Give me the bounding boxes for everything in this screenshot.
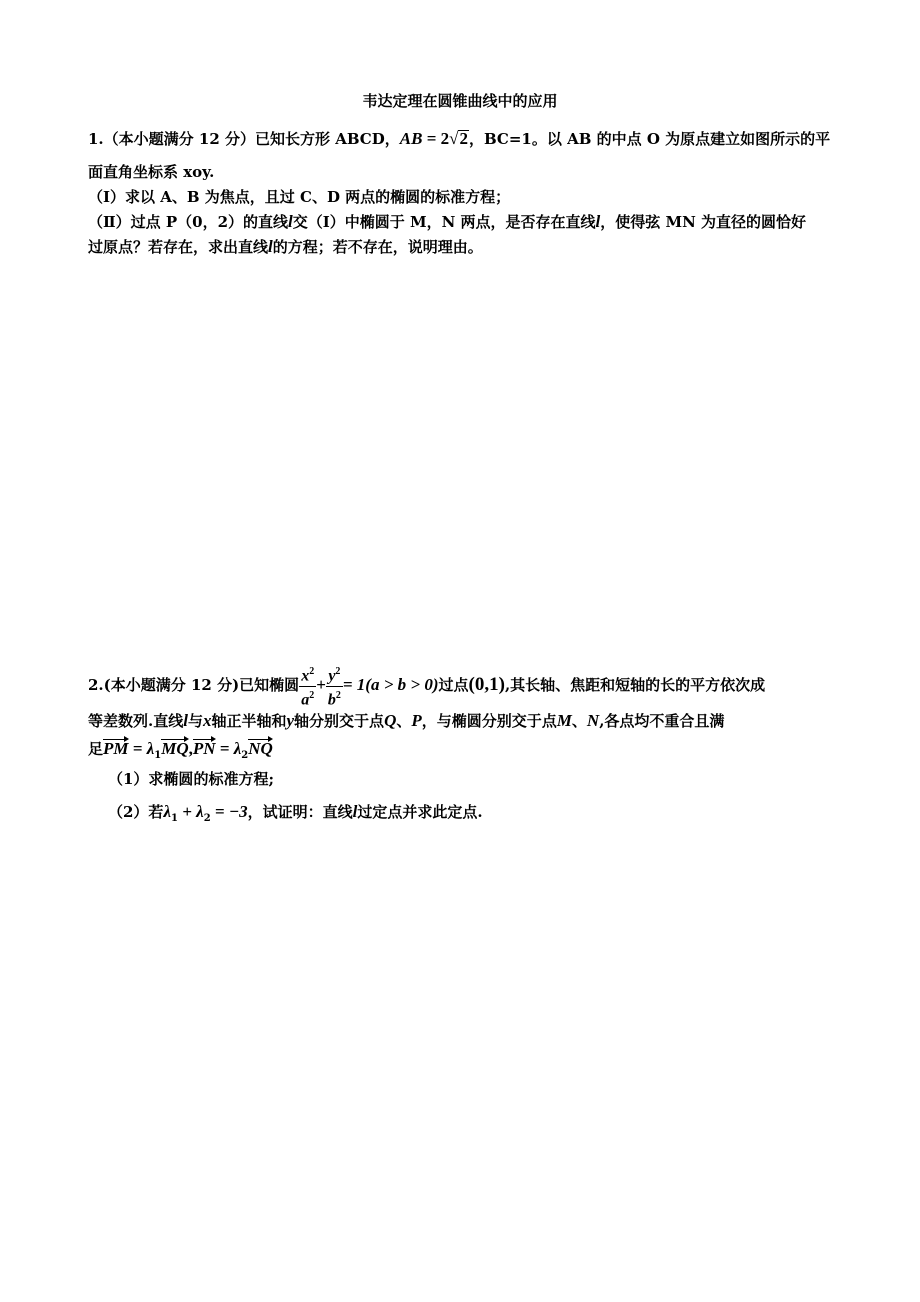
q2-frac-den: a bbox=[301, 690, 310, 708]
q2-x: x bbox=[202, 711, 212, 730]
q1-line-4 bbox=[88, 211, 833, 233]
q2-text: 轴分别交于点 bbox=[294, 712, 385, 730]
q2-vector-mq: MQ bbox=[161, 739, 189, 758]
q2-comma: , bbox=[188, 739, 193, 758]
q2-lambda: λ bbox=[163, 802, 171, 821]
q2-eq: = λ bbox=[128, 739, 155, 758]
q2-frac-den: b bbox=[327, 690, 336, 708]
q2-text: ,各点均不重合且满 bbox=[599, 712, 725, 730]
q1-line-2: 面直角坐标系 xoy. bbox=[88, 163, 215, 181]
q2-text: （2）若 bbox=[108, 803, 164, 821]
q2-part-1: （1）求椭圆的标准方程; bbox=[108, 770, 274, 788]
q2-plus: + bbox=[316, 675, 326, 694]
q1-line-l: l bbox=[595, 212, 601, 231]
q1-text: 的方程；若不存在，说明理由。 bbox=[272, 238, 483, 256]
q1-line-5 bbox=[88, 236, 833, 258]
q2-vector-pn: PN bbox=[192, 739, 216, 758]
q1-text: （Ⅱ）过点 P（0，2）的直线 bbox=[88, 213, 289, 231]
q2-text: ，试证明：直线 bbox=[247, 803, 353, 821]
q2-text: 过点 bbox=[438, 676, 469, 694]
q2-text: 2.(本小题满分 12 分)已知椭圆 bbox=[88, 676, 300, 694]
q2-frac-num: x bbox=[301, 667, 310, 685]
q2-fraction-x: $\frac{x^2}{a^2}$ bbox=[299, 663, 316, 709]
q1-text: 交（Ⅰ）中椭圆于 M，N 两点，是否存在直线 bbox=[292, 213, 596, 231]
q2-line-1 bbox=[88, 662, 833, 708]
q1-text: ，BC=1。以 AB 的中点 O 为原点建立如图所示的平 bbox=[468, 130, 831, 148]
q2-point-n: N bbox=[586, 711, 600, 730]
q2-point-p: P bbox=[411, 711, 422, 730]
q1-ab-eq: = 2 bbox=[422, 129, 450, 148]
q2-part-2: （2）若$\lambda_1 + \lambda_2 = -3$，试证明：直线l过定点并求此定点. bbox=[108, 802, 483, 824]
q2-fraction-y: $\frac{y^2}{b^2}$ bbox=[326, 663, 343, 709]
q1-ab-radicand: 2 bbox=[459, 129, 468, 148]
q2-eq: = λ bbox=[215, 739, 242, 758]
q2-lambda-rhs: = −3 bbox=[210, 802, 248, 821]
q2-vector-pm: PM bbox=[103, 739, 129, 758]
q2-point-m: M bbox=[556, 711, 572, 730]
q2-line-3 bbox=[88, 738, 833, 767]
q2-text: 足 bbox=[88, 740, 104, 758]
q2-sub: 1 bbox=[154, 750, 162, 761]
q1-line-3: （Ⅰ）求以 A、B 为焦点，且过 C、D 两点的椭圆的标准方程； bbox=[88, 188, 511, 206]
q2-point: (0,1) bbox=[468, 674, 505, 695]
page-title: 韦达定理在圆锥曲线中的应用 bbox=[362, 92, 558, 110]
q1-line-l: l bbox=[288, 212, 293, 231]
q2-sub: 2 bbox=[241, 750, 249, 761]
q2-sep: 、 bbox=[396, 712, 412, 730]
q2-text: ，与椭圆分别交于点 bbox=[421, 712, 557, 730]
q2-text: 与 bbox=[187, 712, 203, 730]
q2-l: l bbox=[183, 711, 188, 730]
q1-text: 过原点？若存在，求出直线 bbox=[88, 238, 269, 256]
q2-frac-num: y bbox=[328, 667, 336, 685]
q2-lambda-plus: + λ bbox=[177, 802, 204, 821]
q1-text: 1.（本小题满分 12 分）已知长方形 ABCD， bbox=[88, 130, 400, 148]
q2-y: y bbox=[286, 711, 295, 730]
q2-line-2 bbox=[88, 710, 833, 732]
q2-l: l bbox=[352, 802, 358, 821]
q2-point-q: Q bbox=[384, 711, 397, 730]
q2-sep: 、 bbox=[571, 712, 587, 730]
q2-text: ,其长轴、焦距和短轴的长的平方依次成 bbox=[504, 676, 766, 694]
q2-vector-nq: NQ bbox=[248, 739, 273, 758]
q1-sqrt-symbol: √ bbox=[449, 129, 459, 148]
q2-text: 过定点并求此定点. bbox=[357, 803, 483, 821]
q1-ab-lhs: AB bbox=[399, 129, 423, 148]
q1-line-1 bbox=[88, 128, 833, 150]
q2-eq-rhs: = 1(a > b > 0) bbox=[342, 675, 439, 694]
q2-text: 等差数列.直线 bbox=[88, 712, 184, 730]
q1-text: ，使得弦 MN 为直径的圆恰好 bbox=[600, 213, 807, 231]
q1-line-l: l bbox=[268, 237, 273, 256]
q2-text: 轴正半轴和 bbox=[211, 712, 287, 730]
